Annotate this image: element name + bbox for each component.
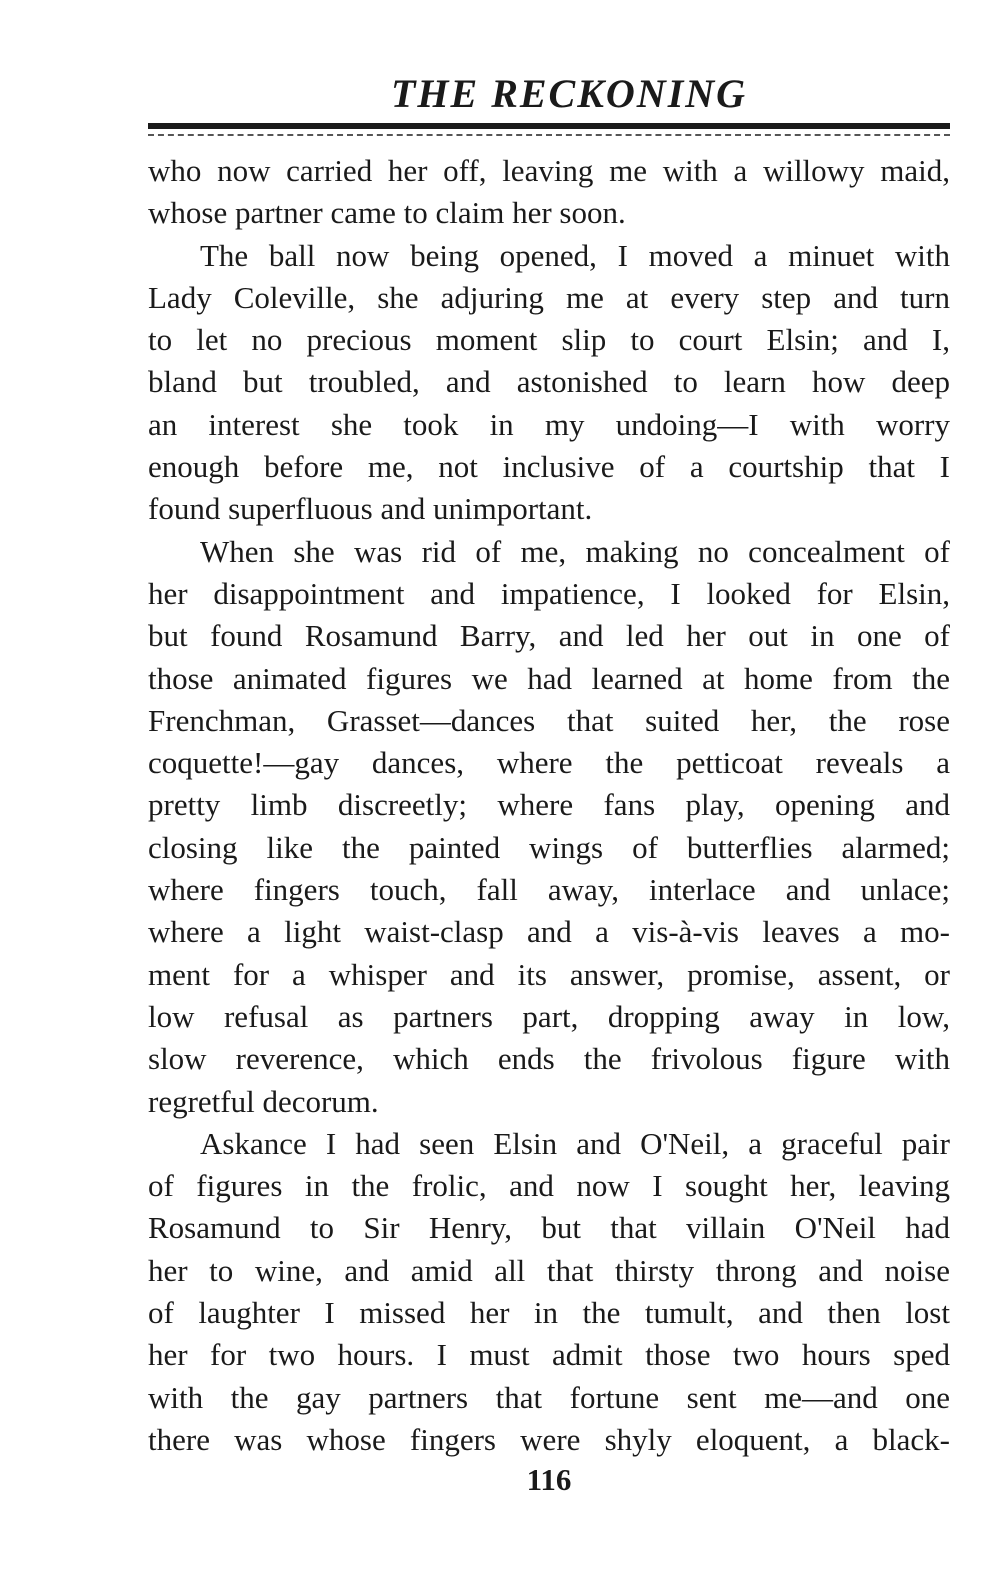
paragraph — [148, 1123, 950, 1461]
text-line: found superfluous and unimportant. — [148, 491, 593, 527]
text-line: who now carried her off, leaving me with a willowy maid, — [148, 153, 950, 188]
text-line: low refusal as partners part, dropping away in low, — [148, 998, 950, 1034]
header-rule-thin — [148, 134, 950, 136]
text-line: Frenchman, Grasset—dances that suited her, the rose — [148, 702, 950, 738]
text-line: there was whose fingers were shyly eloquent, a black- — [148, 1421, 950, 1457]
text-line: bland but troubled, and astonished to learn how deep — [148, 364, 950, 400]
text-line: Lady Coleville, she adjuring me at every step and turn — [148, 279, 950, 315]
text-line: Rosamund to Sir Henry, but that villain O'Neil had — [148, 1210, 950, 1246]
text-line: of figures in the frolic, and now I sought her, leaving — [148, 1168, 950, 1204]
paragraph — [148, 150, 950, 235]
text-line: her for two hours. I must admit those two hours sped — [148, 1337, 950, 1373]
text-line: but found Rosamund Barry, and led her out in one of — [148, 618, 950, 654]
text-line: closing like the painted wings of butterflies alarmed; — [148, 829, 950, 865]
text-line: with the gay partners that fortune sent me—and one — [148, 1379, 950, 1415]
text-line: Askance I had seen Elsin and O'Neil, a graceful pair — [200, 1125, 950, 1161]
text-line: to let no precious moment slip to court Elsin; and I, — [148, 322, 950, 358]
text-line: her to wine, and amid all that thirsty throng and noise — [148, 1252, 950, 1288]
text-line: ment for a whisper and its answer, promise, assent, or — [148, 956, 950, 992]
text-line: her disappointment and impatience, I looked for Elsin, — [148, 575, 950, 611]
text-line: The ball now being opened, I moved a minuet with — [200, 237, 950, 273]
text-line: an interest she took in my undoing—I with worry — [148, 406, 950, 442]
text-line: slow reverence, which ends the frivolous figure with — [148, 1041, 950, 1077]
text-line: regretful decorum. — [148, 1083, 379, 1119]
text-line: where a light waist-clasp and a vis-à-vis leaves a mo- — [148, 914, 950, 950]
text-line: where fingers touch, fall away, interlace and unlace; — [148, 872, 950, 908]
running-head: THE RECKONING — [390, 71, 748, 116]
header-rule-thick — [148, 123, 950, 129]
paragraph — [148, 235, 950, 531]
text-line: of laughter I missed her in the tumult, and then lost — [148, 1295, 950, 1331]
body-text — [148, 150, 950, 1461]
text-line: whose partner came to claim her soon. — [148, 195, 626, 231]
page-number: 116 — [526, 1462, 572, 1497]
paragraph — [148, 531, 950, 1123]
text-line: enough before me, not inclusive of a courtship that I — [148, 449, 950, 485]
book-page — [148, 70, 950, 1520]
text-line: those animated figures we had learned at home from the — [148, 660, 950, 696]
text-line: coquette!—gay dances, where the petticoat reveals a — [148, 745, 950, 781]
text-line: When she was rid of me, making no concealment of — [200, 533, 950, 569]
text-line: pretty limb discreetly; where fans play, opening and — [148, 787, 950, 823]
